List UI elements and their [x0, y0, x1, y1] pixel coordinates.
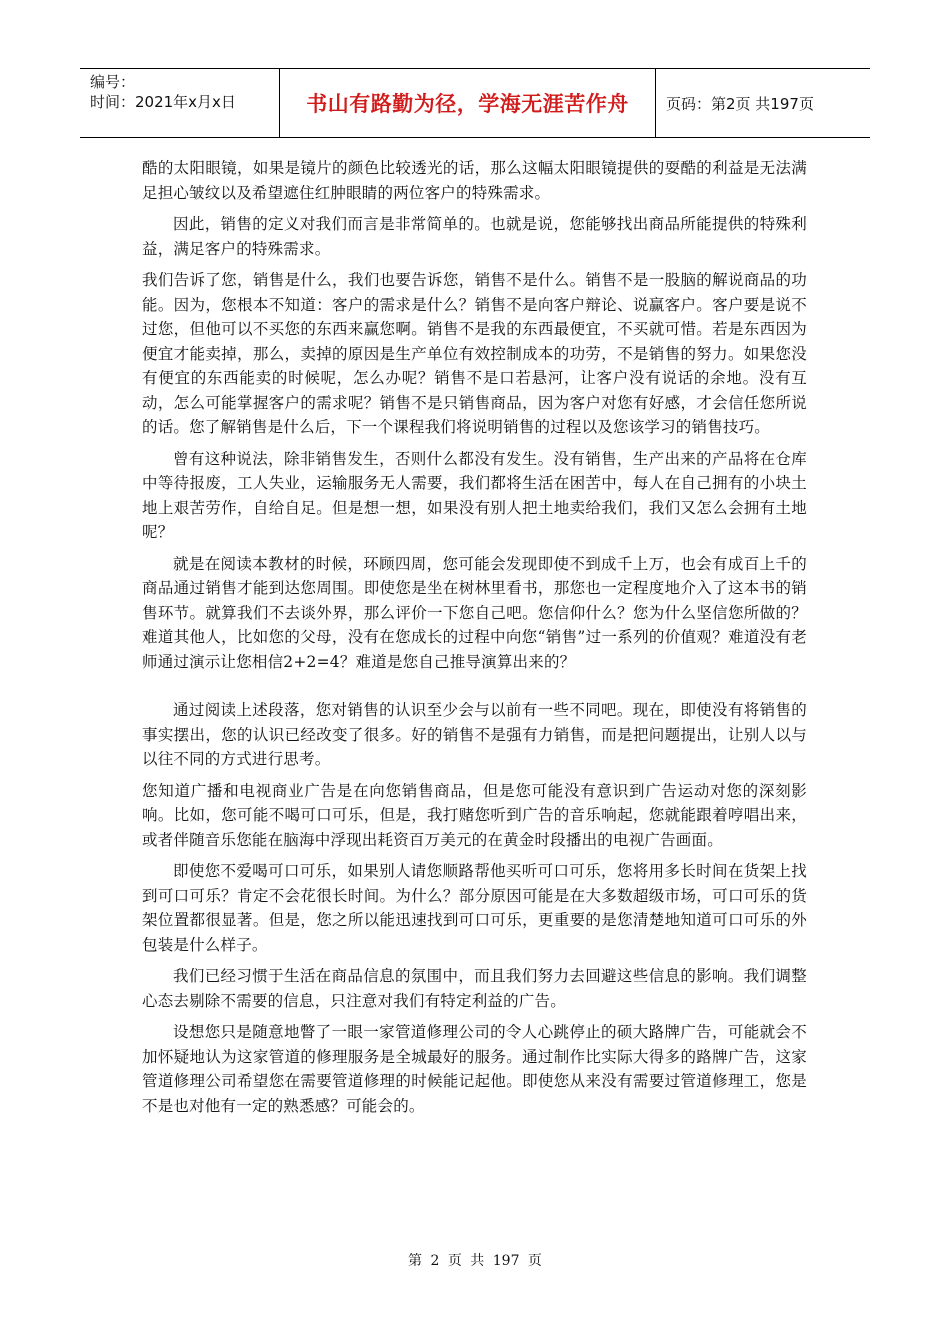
- paragraph: 酷的太阳眼镜，如果是镜片的颜色比较透光的话，那么这幅太阳眼镜提供的耍酷的利益是无法满足担心皱纹以及希望遮住红肿眼睛的两位客户的特殊需求。: [142, 159, 807, 202]
- paragraph: 曾有这种说法，除非销售发生，否则什么都没有发生。没有销售，生产出来的产品将在仓库中等待报废，工人失业，运输服务无人需要，我们都将生活在困苦中，每人在自己拥有的小块土地上艰苦劳作，自给自足。但是想一想，如果没有别人把土地卖给我们，我们又怎么会拥有土地呢？: [142, 449, 807, 541]
- paragraph: 就是在阅读本教材的时候，环顾四周，您可能会发现即使不到成千上万，也会有成百上千的商品通过销售才能到达您周围。即使您是坐在树林里看书，那您也一定程度地介入了这本书的销售环节。就算我们不去谈外界，那么评价一下您自己吧。您信仰什么？您为什么坚信您所做的？难道其他人，比如您的父母，没有在您成长的过程中向您“销售”过一系列的价值观？难道没有老师通过演示让您相信2+2=4？难道是您自己推导演算出来的？: [142, 554, 807, 671]
- paragraph: 即使您不爱喝可口可乐，如果别人请您顺路帮他买听可口可乐，您将用多长时间在货架上找到可口可乐？肯定不会花很长时间。为什么？部分原因可能是在大多数超级市场，可口可乐的货架位置都很显著。但是，您之所以能迅速找到可口可乐，更重要的是您清楚地知道可口可乐的外包装是什么样子。: [142, 862, 807, 954]
- paragraph: 我们告诉了您，销售是什么，我们也要告诉您，销售不是什么。销售不是一股脑的解说商品的功能。因为，您根本不知道：客户的需求是什么？销售不是向客户辩论、说赢客户。客户要是说不过您，但他可以不买您的东西来赢您啊。销售不是我的东西最便宜，不买就可惜。若是东西因为便宜才能卖掉，那么，卖掉的原因是生产单位有效控制成本的功劳，不是销售的努力。如果您没有便宜的东西能卖的时候呢，怎么办呢？销售不是口若悬河，让客户没有说话的余地。没有互动，怎么可能掌握客户的需求呢？销售不是只销售商品，因为客户对您有好感，才会信任您所说的话。您了解销售是什么后，下一个课程我们将说明销售的过程以及您该学习的销售技巧。: [142, 271, 807, 436]
- header-motto: 书山有路勤为径，学海无涯苦作舟: [280, 69, 656, 137]
- paragraph: 我们已经习惯于生活在商品信息的氛围中，而且我们努力去回避这些信息的影响。我们调整心态去剔除不需要的信息，只注意对我们有特定利益的广告。: [142, 967, 807, 1010]
- header-page-info: 页码：第2页 共197页: [666, 94, 814, 113]
- paragraph: 因此，销售的定义对我们而言是非常简单的。也就是说，您能够找出商品所能提供的特殊利益，满足客户的特殊需求。: [142, 215, 807, 258]
- paragraph: 通过阅读上述段落，您对销售的认识至少会与以前有一些不同吧。现在，即使没有将销售的事实摆出，您的认识已经改变了很多。好的销售不是强有力销售，而是把问题提出，让别人以与以往不同的方式进行思考。: [142, 701, 807, 768]
- page-footer: 第 2 页 共 197 页: [408, 1253, 542, 1269]
- document-body: [142, 156, 807, 1125]
- page-header: [80, 68, 870, 138]
- paragraph: 设想您只是随意地瞥了一眼一家管道修理公司的令人心跳停止的硕大路牌广告，可能就会不加怀疑地认为这家管道的修理服务是全城最好的服务。通过制作比实际大得多的路牌广告，这家管道修理公司希望您在需要管道修理的时候能记起他。即使您从来没有需要过管道修理工，您是不是也对他有一定的熟悉感？可能会的。: [142, 1023, 807, 1115]
- header-date: 时间：2021年x月x日: [90, 93, 236, 111]
- paragraph: 您知道广播和电视商业广告是在向您销售商品，但是您可能没有意识到广告运动对您的深刻影响。比如，您可能不喝可口可乐，但是，我打赌您听到广告的音乐响起，您就能跟着哼唱出来，或者伴随音乐您能在脑海中浮现出耗资百万美元的在黄金时段播出的电视广告画面。: [142, 781, 807, 849]
- header-number: 编号：: [90, 73, 136, 91]
- header-meta: [80, 69, 280, 137]
